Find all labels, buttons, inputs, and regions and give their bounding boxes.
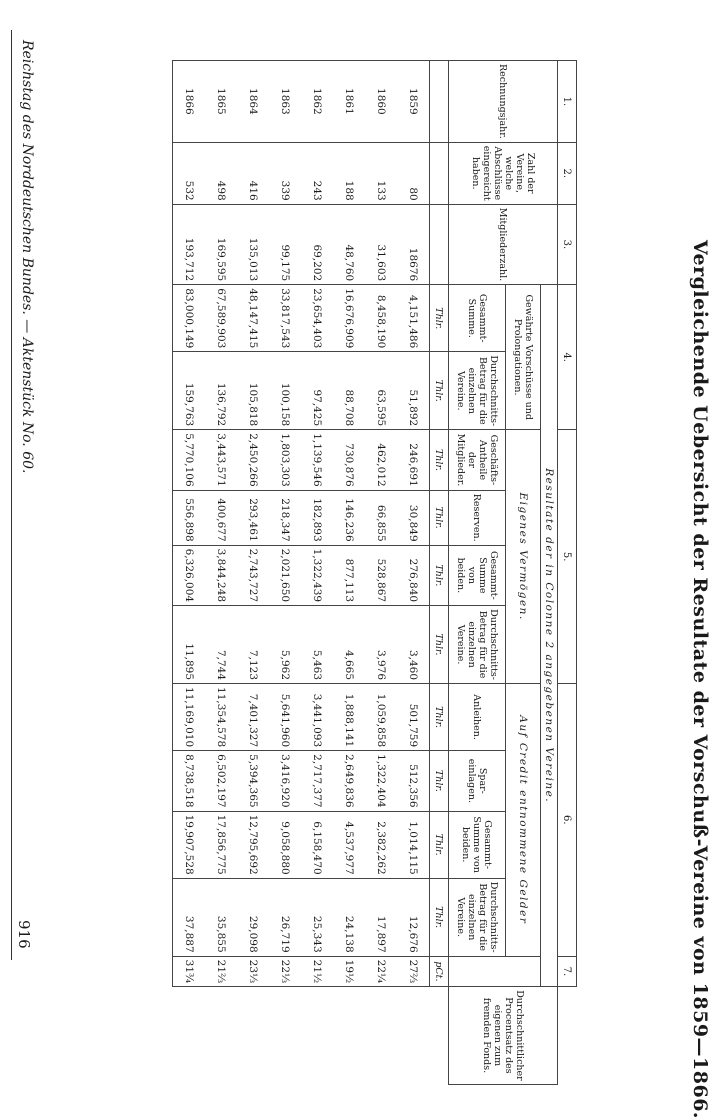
statistics-table: [172, 60, 577, 1085]
table-cell-v-avg: 97,425: [301, 352, 333, 430]
table-cell-eig-sum: 1,322,439: [301, 545, 333, 605]
table-cell-year: 1864: [237, 61, 269, 143]
table-cell-fr-sum: 2,382,262: [365, 811, 397, 878]
table-cell-pct: 22⅓: [269, 956, 301, 987]
table-cell-anteile: 5,770,106: [173, 430, 206, 490]
table-cell-anteile: 2,450,266: [237, 430, 269, 490]
zinsfuss-header: Durchschnittlicher Procentsatz des eigenen zum fremden Fonds.: [449, 987, 558, 1085]
table-cell-members: 193,712: [173, 204, 206, 284]
table-cell-v-sum: 4,151,486: [397, 285, 430, 352]
unit-label: Thlr.: [430, 684, 449, 751]
table-cell-eig-sum: 877,113: [333, 545, 365, 605]
col-number: 2.: [558, 142, 577, 204]
table-row: [237, 61, 269, 1085]
table-cell-eig-avg: 5,463: [301, 606, 333, 684]
table-cell-reserven: 30,849: [397, 490, 430, 545]
table-cell-vereine: 416: [237, 142, 269, 204]
table-cell-spar: 2,649,836: [333, 751, 365, 811]
table-cell-members: 169,595: [205, 204, 237, 284]
table-cell-reserven: 400,677: [205, 490, 237, 545]
table-cell-members: 69,202: [301, 204, 333, 284]
table-cell-v-sum: 23,654,403: [301, 285, 333, 352]
table-cell-spar: 512,356: [397, 751, 430, 811]
table-cell-v-avg: 105,818: [237, 352, 269, 430]
table-cell-spar: 2,717,377: [301, 751, 333, 811]
table-cell-anleihen: 1,888,141: [333, 684, 365, 751]
table-cell-spar: 3,416,920: [269, 751, 301, 811]
table-cell-v-avg: 159,763: [173, 352, 206, 430]
table-cell-spar: 6,502,197: [205, 751, 237, 811]
table-cell-anleihen: 7,401,327: [237, 684, 269, 751]
members-header: Mitgliederzahl.: [449, 204, 558, 284]
table-row: [397, 61, 430, 1085]
fr-avg-header: Durchschnitts-Betrag für die einzelnen Vereine.: [449, 878, 506, 956]
table-cell-anleihen: 11,169,010: [173, 684, 206, 751]
unit-label: Thlr.: [430, 878, 449, 956]
unit-label: Thlr.: [430, 430, 449, 490]
table-cell-fr-sum: 12,795,692: [237, 811, 269, 878]
col-number: 6.: [558, 684, 577, 957]
table-cell-year: 1863: [269, 61, 301, 143]
unit-label: Thlr.: [430, 490, 449, 545]
vorschuss-header: Gewährte Vorschüsse und Prolongationen.: [506, 285, 541, 430]
table-cell-anteile: 462,012: [365, 430, 397, 490]
table-cell-vereine: 498: [205, 142, 237, 204]
table-cell-reserven: 66,855: [365, 490, 397, 545]
table-cell-reserven: 146,236: [333, 490, 365, 545]
table-cell-reserven: 218,347: [269, 490, 301, 545]
anleihen-header: Anleihen.: [449, 684, 506, 751]
eig-sum-header: Gesammt-Summe von beiden.: [449, 545, 506, 605]
table-row: [301, 61, 333, 1085]
unit-label: Thlr.: [430, 811, 449, 878]
v-sum-header: Gesammt-Summe.: [449, 285, 506, 352]
table-cell-year: 1860: [365, 61, 397, 143]
table-cell-pct: 21⅔: [205, 956, 237, 987]
spar-header: Spar-einlagen.: [449, 751, 506, 811]
unit-row: [430, 61, 449, 1085]
table-cell-eig-avg: 4,665: [333, 606, 365, 684]
table-cell-vereine: 80: [397, 142, 430, 204]
table-cell-anteile: 246,691: [397, 430, 430, 490]
table-cell-year: 1865: [205, 61, 237, 143]
table-row: [269, 61, 301, 1085]
unit-label: Thlr.: [430, 352, 449, 430]
table-cell-fr-avg: 17,897: [365, 878, 397, 956]
table-cell-members: 31,603: [365, 204, 397, 284]
fremde-header: Auf Credit entnommene Gelder: [506, 684, 541, 957]
anteile-header: Geschäfts-Antheile der Mitglieder.: [449, 430, 506, 490]
table-cell-eig-sum: 3,844,248: [205, 545, 237, 605]
footer-rule: [11, 30, 12, 960]
table-cell-v-avg: 136,792: [205, 352, 237, 430]
table-cell-v-avg: 51,892: [397, 352, 430, 430]
table-cell-v-sum: 8,458,190: [365, 285, 397, 352]
table-cell-vereine: 133: [365, 142, 397, 204]
table-cell-fr-avg: 37,887: [173, 878, 206, 956]
table-cell-spar: 8,738,518: [173, 751, 206, 811]
table-cell-pct: 31¾: [173, 956, 206, 987]
table-cell-anteile: 1,139,546: [301, 430, 333, 490]
table-cell-fr-sum: 1,014,115: [397, 811, 430, 878]
table-cell-eig-avg: 7,744: [205, 606, 237, 684]
table-cell-fr-avg: 24,138: [333, 878, 365, 956]
vereine-header: Zahl der Vereine, welche Abschlüsse eingereicht haben.: [449, 142, 558, 204]
table-cell-eig-avg: 3,460: [397, 606, 430, 684]
table-cell-fr-avg: 26,719: [269, 878, 301, 956]
table-cell-fr-sum: 17,856,775: [205, 811, 237, 878]
table-cell-pct: 19½: [333, 956, 365, 987]
table-cell-fr-sum: 4,537,977: [333, 811, 365, 878]
table-cell-vereine: 243: [301, 142, 333, 204]
table-row: [173, 61, 206, 1085]
table-cell-anleihen: 5,641,960: [269, 684, 301, 751]
table-cell-vereine: 339: [269, 142, 301, 204]
table-cell-vereine: 188: [333, 142, 365, 204]
table-cell-year: 1861: [333, 61, 365, 143]
table-cell-year: 1859: [397, 61, 430, 143]
unit-label: Thlr.: [430, 606, 449, 684]
col-number: 7.: [558, 956, 577, 987]
col-number: 3.: [558, 204, 577, 284]
table-cell-members: 18676: [397, 204, 430, 284]
table-cell-anleihen: 3,441,093: [301, 684, 333, 751]
table-cell-eig-sum: 528,867: [365, 545, 397, 605]
eig-avg-header: Durchschnitts-Betrag für die einzelnen Vereine.: [449, 606, 506, 684]
results-header: Resultate der in Colonne 2 angegebenen Vereine.: [541, 285, 558, 987]
table-cell-reserven: 293,461: [237, 490, 269, 545]
table-cell-reserven: 182,893: [301, 490, 333, 545]
table-row: [365, 61, 397, 1085]
table-cell-anteile: 3,443,571: [205, 430, 237, 490]
table-cell-fr-avg: 25,343: [301, 878, 333, 956]
page-title: Vergleichende Uebersicht der Resultate der Vorschuß-Vereine von 1859—1866.: [689, 240, 711, 1119]
group-header-row: [541, 61, 558, 1085]
table-cell-eig-avg: 11,895: [173, 606, 206, 684]
reserven-header: Reserven.: [449, 490, 506, 545]
table-cell-fr-sum: 6,158,470: [301, 811, 333, 878]
year-header: Rechnungsjahr.: [449, 61, 558, 143]
table-cell-eig-sum: 6,326,004: [173, 545, 206, 605]
table-cell-v-sum: 33,817,543: [269, 285, 301, 352]
table-cell-v-sum: 48,147,415: [237, 285, 269, 352]
table-cell-v-sum: 16,676,909: [333, 285, 365, 352]
table-cell-eig-sum: 2,743,727: [237, 545, 269, 605]
table-cell-pct: 21½: [301, 956, 333, 987]
table-cell-pct: 23⅓: [237, 956, 269, 987]
table-cell-spar: 5,394,365: [237, 751, 269, 811]
table-cell-eig-sum: 2,021,650: [269, 545, 301, 605]
table-cell-v-avg: 88,708: [333, 352, 365, 430]
table-cell-fr-sum: 19,907,528: [173, 811, 206, 878]
table-cell-year: 1866: [173, 61, 206, 143]
table-cell-fr-sum: 9,058,880: [269, 811, 301, 878]
v-avg-header: Durchschnitts-Betrag für die einzelnen Vereine.: [449, 352, 506, 430]
table-cell-v-sum: 83,000,149: [173, 285, 206, 352]
table-cell-fr-avg: 12,676: [397, 878, 430, 956]
table-cell-pct: 27⅔: [397, 956, 430, 987]
table-cell-reserven: 556,898: [173, 490, 206, 545]
unit-label: pCt.: [430, 956, 449, 987]
page-number: 916: [15, 920, 33, 949]
table-cell-anleihen: 1,059,858: [365, 684, 397, 751]
unit-label: Thlr.: [430, 751, 449, 811]
unit-label: Thlr.: [430, 285, 449, 352]
table-row: [205, 61, 237, 1085]
table-cell-vereine: 532: [173, 142, 206, 204]
table-cell-members: 99,175: [269, 204, 301, 284]
table-cell-fr-avg: 29,098: [237, 878, 269, 956]
unit-label: Thlr.: [430, 545, 449, 605]
eigenes-header: Eigenes Vermögen.: [506, 430, 541, 684]
table-cell-pct: 22¼: [365, 956, 397, 987]
gazette-footer: Reichstag des Norddeutschen Bundes. — Aktenstück No. 60.: [19, 40, 35, 474]
table-cell-fr-avg: 35,855: [205, 878, 237, 956]
table-cell-anleihen: 11,354,578: [205, 684, 237, 751]
table-cell-members: 135,013: [237, 204, 269, 284]
col-number: 1.: [558, 61, 577, 143]
table-cell-v-avg: 63,595: [365, 352, 397, 430]
table-cell-v-sum: 67,589,903: [205, 285, 237, 352]
table-cell-anteile: 730,876: [333, 430, 365, 490]
col-number: 4.: [558, 285, 577, 430]
fr-sum-header: Gesammt-Summe von beiden.: [449, 811, 506, 878]
table-row: [333, 61, 365, 1085]
column-number-row: [558, 61, 577, 1085]
table-cell-eig-sum: 276,840: [397, 545, 430, 605]
table-cell-year: 1862: [301, 61, 333, 143]
col-number: 5.: [558, 430, 577, 684]
table-cell-eig-avg: 7,123: [237, 606, 269, 684]
table-cell-v-avg: 100,158: [269, 352, 301, 430]
table-cell-eig-avg: 3,976: [365, 606, 397, 684]
table-cell-members: 48,760: [333, 204, 365, 284]
table-cell-anteile: 1,803,303: [269, 430, 301, 490]
table-cell-spar: 1,322,404: [365, 751, 397, 811]
table-cell-eig-avg: 5,962: [269, 606, 301, 684]
table-cell-anleihen: 501,759: [397, 684, 430, 751]
